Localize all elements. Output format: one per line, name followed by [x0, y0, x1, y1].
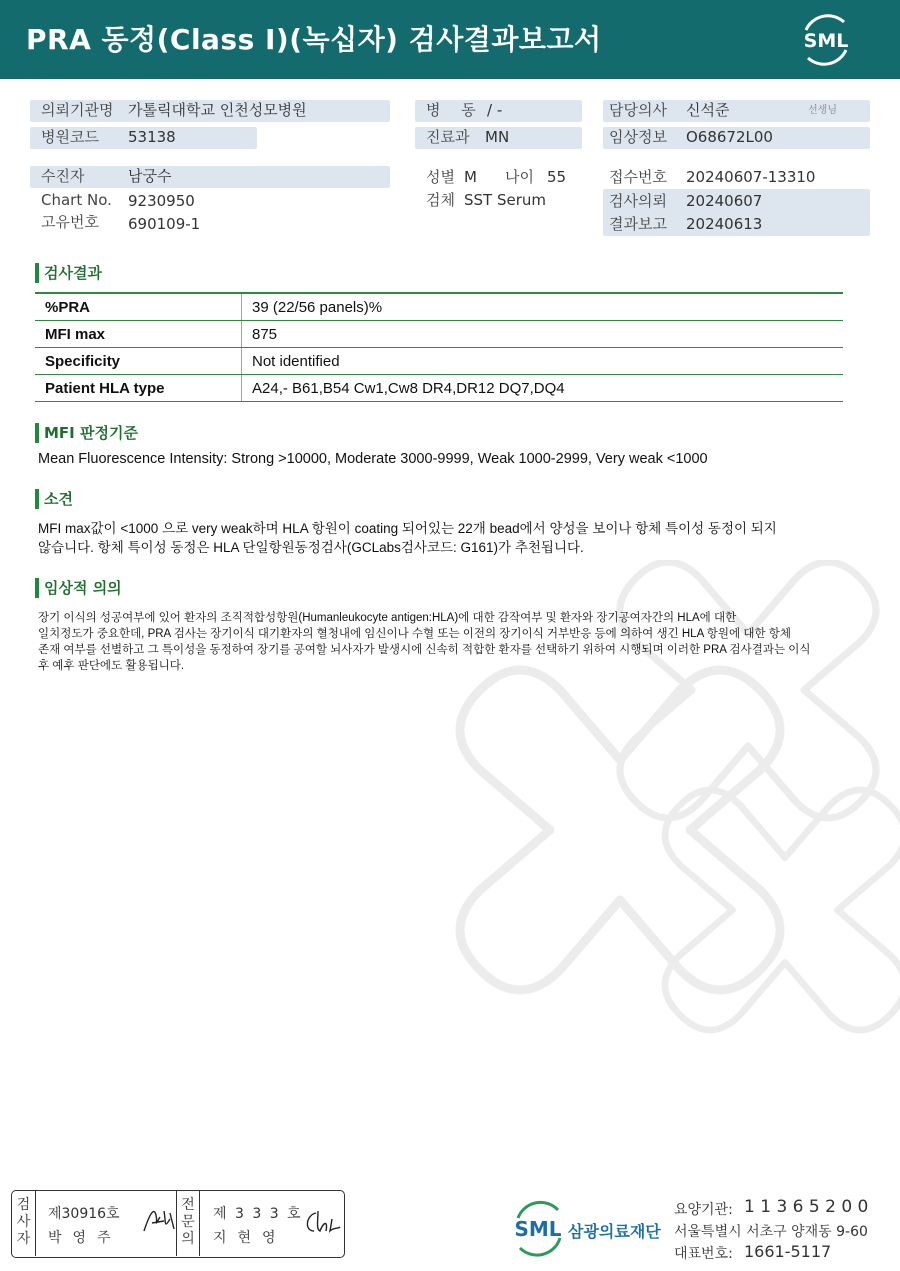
examiner-label: 검 사 자: [12, 1191, 36, 1256]
sex-value: M: [464, 168, 477, 186]
specimen-label: 검체: [426, 191, 455, 209]
svg-text:SML: SML: [514, 1217, 562, 1241]
examiner-number: 제30916호: [48, 1206, 120, 1222]
clinical-line-3: 존재 여부를 선별하고 그 특이성을 동정하여 장기를 공여할 뇌사자가 발생시에 신속히 적합한 환자를 선택하기 위하여 시행되며 이러한 PRA 검사결과는 이식: [38, 644, 811, 656]
table-row: [35, 293, 843, 321]
mfi-text: Mean Fluorescence Intensity: Strong >10000, Moderate 3000-9999, Weak 1000-2999, Very weak <1000: [38, 451, 708, 467]
doctor-label: 담당의사: [609, 101, 667, 119]
results-heading: 검사결과: [35, 263, 102, 283]
result-key: Specificity: [35, 348, 242, 375]
clinical-significance-heading: 임상적 의의: [35, 578, 122, 598]
finding-line-1: MFI max값이 <1000 으로 very weak하며 HLA 항원이 coating 되어있는 22개 bead에서 양성을 보이나 항체 특이성 동정이 되지: [38, 521, 777, 536]
table-row: [35, 375, 843, 402]
institution-value: 가톨릭대학교 인천성모병원: [128, 101, 307, 119]
hospital-code-value: 53138: [128, 128, 176, 146]
result-key: Patient HLA type: [35, 375, 242, 402]
unique-label: 고유번호: [41, 213, 99, 231]
sml-logo-icon: [798, 12, 854, 68]
examiner-name: 박영주: [48, 1230, 122, 1246]
patient-value: 남궁수: [128, 167, 172, 185]
clinical-line-4: 후 예후 판단에도 활용됩니다.: [38, 660, 185, 672]
table-row: [35, 321, 843, 348]
report-date-label: 결과보고: [609, 215, 667, 233]
signature-box: [11, 1190, 345, 1258]
result-value: A24,- B61,B54 Cw1,Cw8 DR4,DR12 DQ7,DQ4: [242, 375, 844, 402]
specialist-name: 지현영: [213, 1230, 287, 1246]
doctor-value: 신석준: [686, 101, 730, 119]
receipt-value: 20240607-13310: [686, 168, 816, 186]
phone-label: 대표번호:: [674, 1246, 733, 1262]
specialist-signature-icon: [302, 1207, 342, 1237]
result-value: 875: [242, 321, 844, 348]
unique-value: 690109-1: [128, 215, 201, 233]
sex-label: 성별: [426, 168, 455, 186]
result-key: %PRA: [35, 293, 242, 321]
doctor-suffix: 선생님: [808, 105, 837, 116]
finding-heading: 소견: [35, 489, 73, 509]
svg-text:SML: SML: [803, 30, 849, 52]
specimen-value: SST Serum: [464, 191, 547, 209]
dept-value: MN: [485, 128, 510, 146]
clinical-value: O68672L00: [686, 128, 773, 146]
request-value: 20240607: [686, 192, 763, 210]
results-table: [35, 292, 843, 402]
clinical-line-2: 일치정도가 중요한데, PRA 검사는 장기이식 대기환자의 혈청내에 임신이나 수혈 또는 이전의 장기이식 거부반응 등에 의하여 생긴 HLA 항원에 대한 항체: [38, 628, 791, 640]
ward-label: 병 동: [426, 101, 484, 119]
table-row: [35, 348, 843, 375]
care-no-value: 1 1 3 6 5 2 0 0: [744, 1197, 869, 1217]
care-no-label: 요양기관:: [674, 1202, 733, 1218]
age-label: 나이: [505, 168, 534, 186]
finding-line-2: 않습니다. 항체 특이성 동정은 HLA 단일항원동정검사(GCLabs검사코드: G161)가 추천됩니다.: [38, 540, 584, 555]
sml-foundation-logo-icon: [508, 1198, 568, 1258]
report-date-value: 20240613: [686, 215, 763, 233]
specialist-label: 전 문 의: [176, 1191, 200, 1256]
specialist-number: 제 3 3 3 호: [213, 1206, 303, 1222]
report-header: [0, 0, 900, 79]
mfi-heading: MFI 판정기준: [35, 423, 138, 443]
result-value: 39 (22/56 panels)%: [242, 293, 844, 321]
hospital-code-label: 병원코드: [41, 128, 99, 146]
result-key: MFI max: [35, 321, 242, 348]
institution-label: 의뢰기관명: [41, 101, 114, 119]
address: 서울특별시 서초구 양재동 9-60: [674, 1224, 868, 1240]
patient-label: 수진자: [41, 167, 85, 185]
phone-value: 1661-5117: [744, 1242, 832, 1261]
chart-label: Chart No.: [41, 191, 112, 209]
ward-value: / -: [487, 101, 503, 119]
clinical-label: 임상정보: [609, 128, 667, 146]
result-value: Not identified: [242, 348, 844, 375]
dept-label: 진료과: [426, 128, 470, 146]
org-name: 삼광의료재단: [568, 1222, 661, 1241]
age-value: 55: [547, 168, 567, 186]
request-label: 검사의뢰: [609, 192, 667, 210]
examiner-signature-icon: [140, 1205, 178, 1235]
chart-value: 9230950: [128, 192, 195, 210]
receipt-label: 접수번호: [609, 168, 667, 186]
clinical-line-1: 장기 이식의 성공여부에 있어 환자의 조직적합성항원(Humanleukocyte antigen:HLA)에 대한 감작여부 및 환자와 장기공여자간의 HLA에 대한: [38, 612, 737, 624]
report-title: PRA 동정(Class I)(녹십자) 검사결과보고서: [26, 23, 602, 56]
